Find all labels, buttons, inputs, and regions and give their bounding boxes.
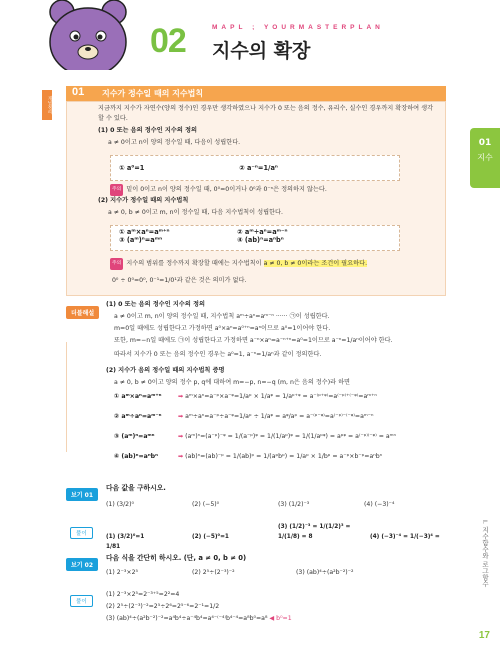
- example-1-q1: (1) (3/2)⁰: [106, 501, 134, 508]
- law-quotient: ② aᵐ÷aⁿ=aᵐ⁻ⁿ: [237, 228, 288, 236]
- side-tab-number: 01: [478, 138, 492, 148]
- caution-text-2a: 지수의 범위를 정수까지 확장할 때에는 지수법칙이: [126, 260, 264, 267]
- example-2-q3: (3) (ab)⁴÷(a²b⁻²)⁻²: [296, 569, 354, 576]
- law-product: ① aᵐ×aⁿ=aᵐ⁺ⁿ: [119, 228, 170, 236]
- series-label: MAPL ; YOURMASTERPLAN: [212, 24, 384, 31]
- example-1-solution-label: 풀이: [70, 527, 93, 539]
- example-1-q2: (2) (−5)⁰: [192, 501, 220, 508]
- side-tab-text: 지수: [477, 153, 493, 162]
- example-2-solution-label: 풀이: [70, 595, 93, 607]
- proof-arrow-icon: ➡: [178, 413, 184, 420]
- section-title: 지수가 정수일 때의 지수법칙: [66, 86, 446, 101]
- unit-footer: I. 지수함수와 로그함수: [481, 520, 489, 587]
- section-intro: 지금까지 지수가 자연수(양의 정수)인 경우만 생각하였으나 지수가 0 또는 음의 정수, 유리수, 실수인 경우까지 확장하여 생각할 수 있다.: [98, 105, 434, 122]
- proof-2: aᵐ÷aⁿ=a⁻ᵖ÷a⁻ᵠ=1/aᵖ ÷ 1/aᵠ = aᵠ/aᵖ = a⁻⁽ᵖ⁻ᵠ⁾=a⁽⁻ᵖ⁾⁻⁽⁻ᵠ⁾=aᵐ⁻ⁿ: [185, 413, 374, 420]
- proof-4: (ab)ⁿ=(ab)⁻ᵖ = 1/(ab)ᵖ = 1/(aᵖbᵖ) = 1/aᵖ × 1/bᵖ = a⁻ᵖ×b⁻ᵖ=aⁿbⁿ: [185, 453, 383, 460]
- proof-arrow-icon: ➡: [178, 433, 184, 440]
- proof-1: aᵐ×aⁿ=a⁻ᵖ×a⁻ᵠ=1/aᵖ × 1/aᵠ = 1/aᵖ⁺ᵠ = a⁻⁽ᵖ⁺ᵠ⁾=a⁽⁻ᵖ⁾⁺⁽⁻ᵠ⁾=aᵐ⁺ⁿ: [185, 393, 377, 400]
- chapter-number: 02: [150, 22, 186, 60]
- section-number: 01: [72, 86, 85, 98]
- proof-1-law: ① aᵐ×aⁿ=aᵐ⁺ⁿ: [114, 393, 162, 400]
- example-1-a4: (4) (−3)⁻⁴ = 1/(−3)⁴ = 1/81: [106, 534, 440, 550]
- explain-line-4: 또한, m=−n일 때에도 ㉠이 성립한다고 가정하면 a⁻ⁿ×aⁿ=a⁻ⁿ⁺ⁿ=a⁰=1이므로 a⁻ⁿ=1/aⁿ이어야 한다.: [114, 337, 393, 344]
- example-1-q4: (4) (−3)⁻⁴: [364, 501, 395, 508]
- example-1-a1: (1) (3/2)⁰=1: [106, 534, 145, 540]
- example-2-question: 다음 식을 간단히 하시오. (단, a ≠ 0, b ≠ 0): [106, 554, 247, 562]
- example-2-q1: (1) 2⁻³×2⁵: [106, 569, 139, 576]
- example-2-a2: (2) 2⁵÷(2⁻³)⁻²=2⁵÷2⁶=2⁵⁻⁶=2⁻¹=1/2: [106, 603, 220, 610]
- definition-desc: a ≠ 0이고 n이 양의 정수일 때, 다음이 성립한다.: [108, 139, 241, 146]
- caution-text-2b: 0⁰ ÷ 0⁰=0⁰, 0⁻¹=1/0¹과 같은 것은 의미가 없다.: [112, 277, 247, 284]
- law-product-power: ④ (ab)ⁿ=aⁿbⁿ: [237, 236, 284, 244]
- example-2-a3: (3) (ab)⁴÷(a²b⁻²)⁻²=a⁴b⁴÷a⁻⁴b⁴=a⁴⁻⁽⁻⁴⁾b⁴⁻⁴=a⁸b⁰=a⁸: [106, 615, 268, 622]
- explain-label: 더블해설: [66, 306, 99, 319]
- proof-3-law: ③ (aᵐ)ⁿ=aᵐⁿ: [114, 433, 155, 440]
- proof-3: (aᵐ)ⁿ=(a⁻ᵖ)⁻ᵠ = 1/(a⁻ᵖ)ᵠ = 1/(1/aᵖ)ᵠ = 1/(1/aᵖᵠ) = aᵖᵠ = a⁽⁻ᵖ⁾⁽⁻ᵠ⁾ = aᵐⁿ: [185, 433, 397, 440]
- explain-line-5: 따라서 지수가 0 또는 음의 정수인 경우는 a⁰=1, a⁻ⁿ=1/aⁿ과 같이 정의한다.: [114, 351, 322, 358]
- example-2-label: 보기 02: [66, 558, 98, 571]
- caution-badge: 주의: [110, 184, 123, 196]
- example-2-a3-note: ◀ b⁰=1: [269, 615, 292, 622]
- proof-arrow-icon: ➡: [178, 393, 184, 400]
- explain-divider: [66, 342, 67, 452]
- caution-text-1: 밑이 0이고 n이 양의 정수일 때, 0⁰=0이거나 0⁰과 0⁻ⁿ은 정의하지 않는다.: [126, 186, 327, 193]
- explain-line-2: a ≠ 0이고 m, n이 양의 정수일 때, 지수법칙 aᵐ÷aⁿ=aᵐ⁻ⁿ ······ ㉠이 성립한다.: [114, 313, 330, 320]
- formula-zero-exponent: ① a⁰=1: [119, 164, 145, 172]
- caution-highlight: a ≠ 0, b ≠ 0이라는 조건이 필요하다.: [263, 260, 368, 267]
- laws-formula-box: [110, 225, 400, 251]
- chapter-side-tab[interactable]: [470, 128, 500, 188]
- example-2-a1: (1) 2⁻³×2⁵=2⁻³⁺⁵=2²=4: [106, 591, 180, 598]
- formula-negative-exponent: ② a⁻ⁿ=1/aⁿ: [239, 164, 278, 172]
- subheading-definition: (1) 0 또는 음의 정수인 지수의 정의: [98, 127, 197, 134]
- example-1-a3: (3) (1/2)⁻³ = 1/(1/2)³ = 1/(1/8) = 8: [278, 524, 351, 540]
- subheading-laws: (2) 지수가 정수일 때의 지수법칙: [98, 197, 189, 204]
- proof-arrow-icon: ➡: [178, 453, 184, 460]
- example-1-question: 다음 값을 구하시오.: [106, 484, 166, 492]
- explain-line-1: (1) 0 또는 음의 정수인 지수의 정의: [106, 301, 205, 308]
- page-number: 17: [478, 630, 490, 641]
- example-1-q3: (3) (1/2)⁻³: [278, 501, 310, 508]
- example-2-q2: (2) 2⁵÷(2⁻³)⁻²: [192, 569, 235, 576]
- caution-badge-2: 주의: [110, 258, 123, 270]
- explain-line-7: a ≠ 0, b ≠ 0이고 양의 정수 p, q에 대하여 m=−p, n=−q (m, n은 음의 정수)라 하면: [114, 379, 351, 386]
- bear-mascot: [38, 0, 138, 70]
- proof-2-law: ② aᵐ÷aⁿ=aᵐ⁻ⁿ: [114, 413, 162, 420]
- chapter-title: 지수의 확장: [212, 40, 311, 62]
- definition-formula-box: [110, 155, 400, 181]
- example-1-a2: (2) (−5)⁰=1: [192, 534, 229, 540]
- explain-line-6: (2) 지수가 음의 정수일 때의 지수법칙 증명: [106, 367, 225, 374]
- proof-4-law: ④ (ab)ⁿ=aⁿbⁿ: [114, 453, 158, 460]
- explain-line-3: m=0일 때에도 성립한다고 가정하면 a⁰×aⁿ=a⁰⁺ⁿ=aⁿ이므로 a⁰=1이어야 한다.: [114, 325, 331, 332]
- laws-desc: a ≠ 0, b ≠ 0이고 m, n이 정수일 때, 다음 지수법칙이 성립한다.: [108, 209, 283, 216]
- concept-ribbon: 개념정리: [42, 90, 52, 120]
- law-power: ③ (aᵐ)ⁿ=aᵐⁿ: [119, 236, 163, 244]
- example-1-label: 보기 01: [66, 488, 98, 501]
